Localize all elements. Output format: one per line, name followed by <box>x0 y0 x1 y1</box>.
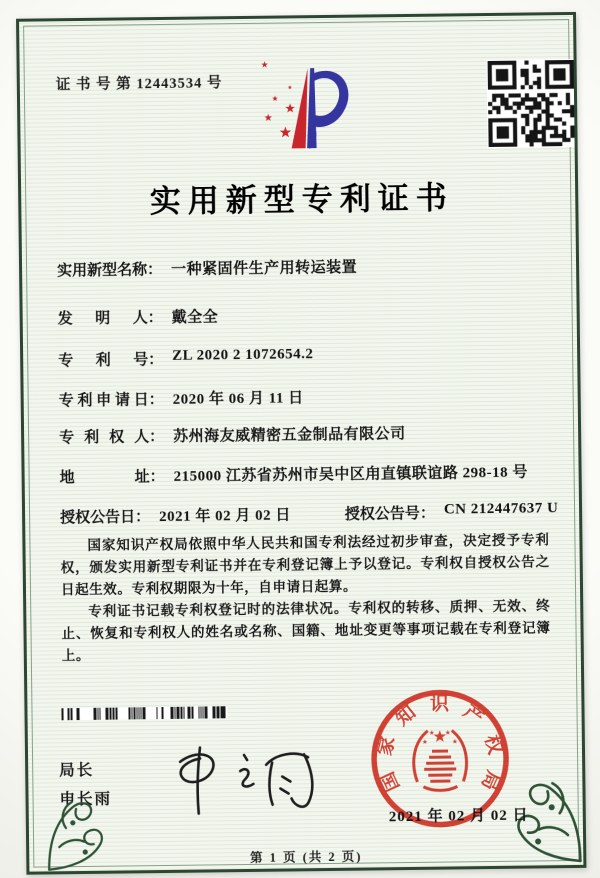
director-name: 申长雨 <box>59 790 113 809</box>
certificate-number: 证 书 号 第 12443534 号 <box>55 75 223 94</box>
cnipa-logo-icon <box>252 60 353 165</box>
field-row-patent-number <box>58 343 551 369</box>
field-colon: ： <box>148 391 164 409</box>
svg-text:国: 国 <box>377 768 405 795</box>
field-value: 一种紧固件生产用转运装置 <box>171 259 358 278</box>
field-colon: ： <box>148 351 164 369</box>
patent-certificate-page <box>16 12 586 875</box>
field-value: 215000 江苏省苏州市吴中区甪直镇联谊路 298-18 号 <box>173 464 528 485</box>
legal-paragraph-2: 专利证书记载专利权登记时的法律状况。专利权的转移、质押、无效、终止、恢复和专利权人的姓名或名称、国籍、地址变更等事项记载在专利登记簿上。 <box>61 598 551 664</box>
field-colon: ： <box>149 428 165 446</box>
field-colon: ： <box>149 468 165 486</box>
national-emblem-icon <box>413 730 466 791</box>
barcode <box>61 706 227 720</box>
field-value: 2021 年 02 月 02 日 <box>159 507 292 526</box>
field-colon: ： <box>147 309 163 327</box>
svg-text:权: 权 <box>480 732 506 757</box>
field-row-grant-date-and-number <box>60 500 559 527</box>
field-label: 专利权人 <box>59 429 150 447</box>
grant-number-value: CN 212447637 U <box>443 500 559 518</box>
svg-text:家: 家 <box>374 734 400 758</box>
field-row-filing-date <box>59 383 552 409</box>
page-number: 第 1 页 (共 2 页) <box>249 849 363 865</box>
field-label: 专利号 <box>58 352 149 370</box>
grant-number-label: 授权公告号 <box>344 505 421 523</box>
svg-text:知: 知 <box>392 701 421 731</box>
svg-text:局: 局 <box>476 767 504 794</box>
field-label: 地址 <box>59 469 150 487</box>
seal-date: 2021 年 02 月 02 日 <box>388 807 529 826</box>
field-label: 专利申请日 <box>58 392 149 410</box>
certificate-title: 实用新型专利证书 <box>149 180 454 220</box>
field-row-patentee <box>59 420 552 446</box>
field-value: 戴全全 <box>171 309 219 326</box>
svg-text:识: 识 <box>429 693 450 715</box>
corner-flourish-icon <box>22 782 135 871</box>
field-colon: ： <box>135 509 151 526</box>
qr-code <box>487 59 576 148</box>
field-colon: ： <box>147 261 163 279</box>
certificate-fields <box>57 253 559 527</box>
field-label: 实用新型名称 <box>57 262 148 280</box>
svg-text:产: 产 <box>459 701 488 730</box>
director-title: 局长 <box>59 761 95 780</box>
field-row-inventor <box>58 301 551 327</box>
field-value: 2020 年 06 月 11 日 <box>172 390 304 408</box>
field-label: 发明人 <box>57 310 148 328</box>
director-signature-icon <box>158 740 329 822</box>
field-value: ZL 2020 2 1072654.2 <box>172 346 314 364</box>
legal-text <box>60 529 551 667</box>
field-label: 授权公告日 <box>60 509 136 527</box>
field-row-address <box>59 460 552 486</box>
field-colon: ： <box>419 505 436 522</box>
legal-paragraph-1: 国家知识产权局依照中华人民共和国专利法经过初步审查，决定授予专利权，颁发实用新型专利证书并在专利登记簿上予以登记。专利权自授权公告之日起生效。专利权期限为十年，自申请日起算。 <box>60 532 550 598</box>
field-value: 苏州海友威精密五金制品有限公司 <box>173 426 406 445</box>
field-row-name <box>57 253 550 279</box>
